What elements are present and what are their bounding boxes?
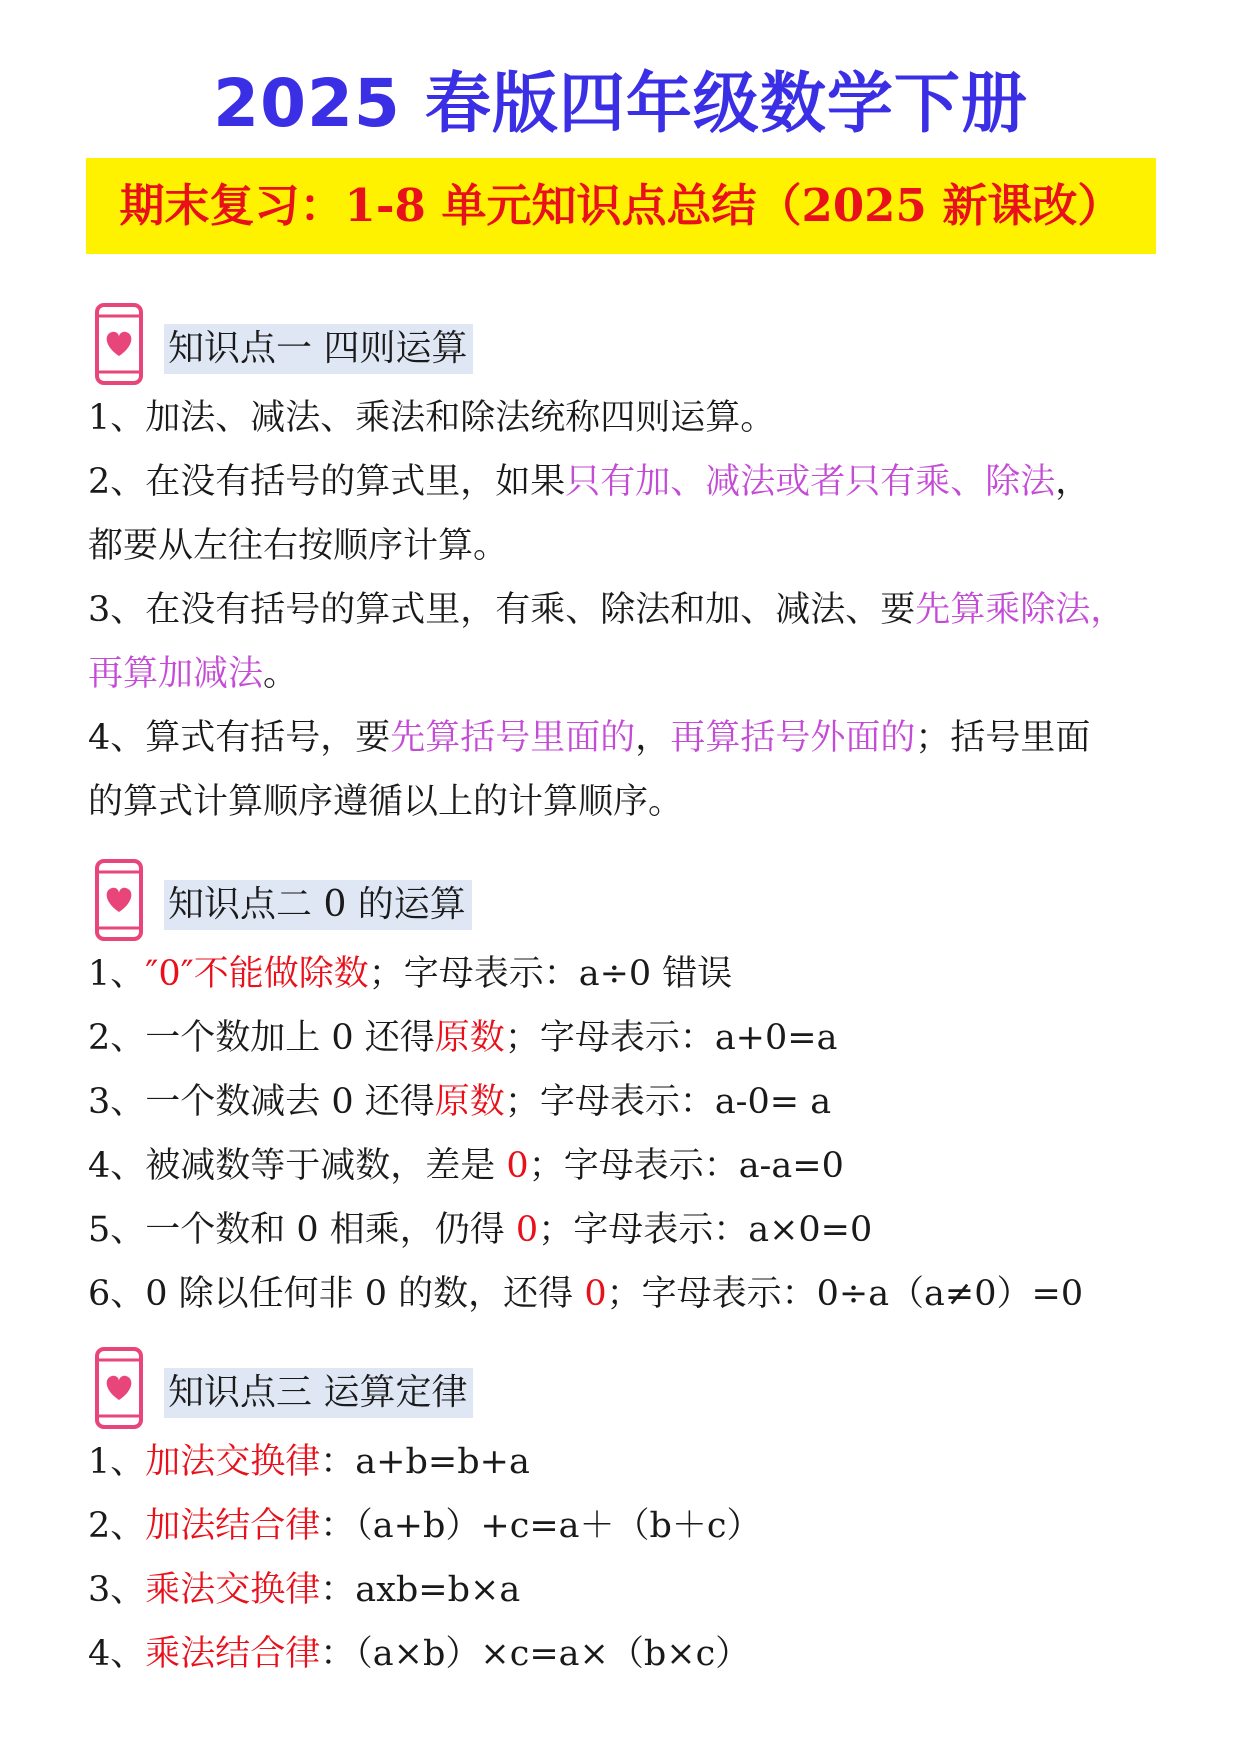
heart-phone-icon bbox=[94, 302, 144, 386]
page-title: 2025 春版四年级数学下册 bbox=[213, 65, 1028, 142]
section-header bbox=[88, 1346, 1188, 1430]
text-line: 2、在没有括号的算式里，如果只有加、减法或者只有乘、除法， bbox=[88, 462, 1091, 502]
highlight-text: 加法交换律 bbox=[145, 1442, 321, 1482]
section-header bbox=[88, 302, 1188, 386]
section-operation-laws bbox=[88, 1346, 1188, 1686]
highlight-text: ″0″不能做除数 bbox=[145, 954, 369, 994]
text-line: 2、一个数加上 0 还得原数；字母表示：a+0=a bbox=[88, 1018, 838, 1058]
text-line: 4、被减数等于减数，差是 0；字母表示：a-a=0 bbox=[88, 1146, 844, 1186]
heart-phone-icon bbox=[94, 1346, 144, 1430]
section-four-operations bbox=[88, 302, 1188, 834]
text-line: 1、″0″不能做除数；字母表示：a÷0 错误 bbox=[88, 954, 733, 994]
section-title: 知识点一 四则运算 bbox=[164, 324, 473, 374]
section-zero-operations bbox=[88, 858, 1188, 1326]
text-line: 6、0 除以任何非 0 的数，还得 0；字母表示：0÷a（a≠0）=0 bbox=[88, 1274, 1084, 1314]
highlight-text: 乘法结合律 bbox=[145, 1634, 321, 1674]
text-line: 5、一个数和 0 相乘，仍得 0；字母表示：a×0=0 bbox=[88, 1210, 873, 1250]
text-line: 4、算式有括号，要先算括号里面的，再算括号外面的；括号里面 bbox=[88, 718, 1091, 758]
highlight-text: 加法结合律 bbox=[145, 1506, 321, 1546]
page-subtitle: 期末复习：1-8 单元知识点总结（2025 新课改） bbox=[119, 179, 1123, 232]
section-header bbox=[88, 858, 1188, 942]
highlight-text: 原数 bbox=[434, 1018, 505, 1058]
text-line: 的算式计算顺序遵循以上的计算顺序。 bbox=[88, 782, 684, 822]
text-line: 再算加减法。 bbox=[88, 654, 299, 694]
section-title: 知识点三 运算定律 bbox=[164, 1368, 473, 1418]
text-line: 1、加法交换律：a+b=b+a bbox=[88, 1442, 530, 1482]
highlight-text: 先算括号里面的 bbox=[390, 718, 636, 758]
highlight-text: 先算乘除法， bbox=[915, 590, 1126, 630]
section-title: 知识点二 0 的运算 bbox=[164, 880, 472, 930]
highlight-text: 再算括号外面的 bbox=[670, 718, 916, 758]
highlight-text: 0 bbox=[506, 1146, 529, 1186]
text-line: 3、乘法交换律：axb=b×a bbox=[88, 1570, 521, 1610]
highlight-text: 再算加减法 bbox=[88, 654, 264, 694]
highlight-text: 0 bbox=[584, 1274, 607, 1314]
highlight-text: 0 bbox=[515, 1210, 539, 1250]
heart-phone-icon bbox=[94, 858, 144, 942]
text-line: 3、一个数减去 0 还得原数；字母表示：a-0= a bbox=[88, 1082, 832, 1122]
highlight-text: 乘法交换律 bbox=[145, 1570, 321, 1610]
text-line: 4、乘法结合律：（a×b）×c=a×（b×c） bbox=[88, 1634, 751, 1674]
text-line: 3、在没有括号的算式里，有乘、除法和加、减法、要先算乘除法， bbox=[88, 590, 1126, 630]
text-line: 都要从左往右按顺序计算。 bbox=[88, 526, 509, 566]
highlight-text: 只有加、减法或者只有乘、除法 bbox=[565, 462, 1056, 502]
text-line: 2、加法结合律：（a+b）+c=a＋（b＋c） bbox=[88, 1506, 762, 1546]
text-line: 1、加法、减法、乘法和除法统称四则运算。 bbox=[88, 398, 776, 438]
highlight-text: 原数 bbox=[434, 1082, 505, 1122]
